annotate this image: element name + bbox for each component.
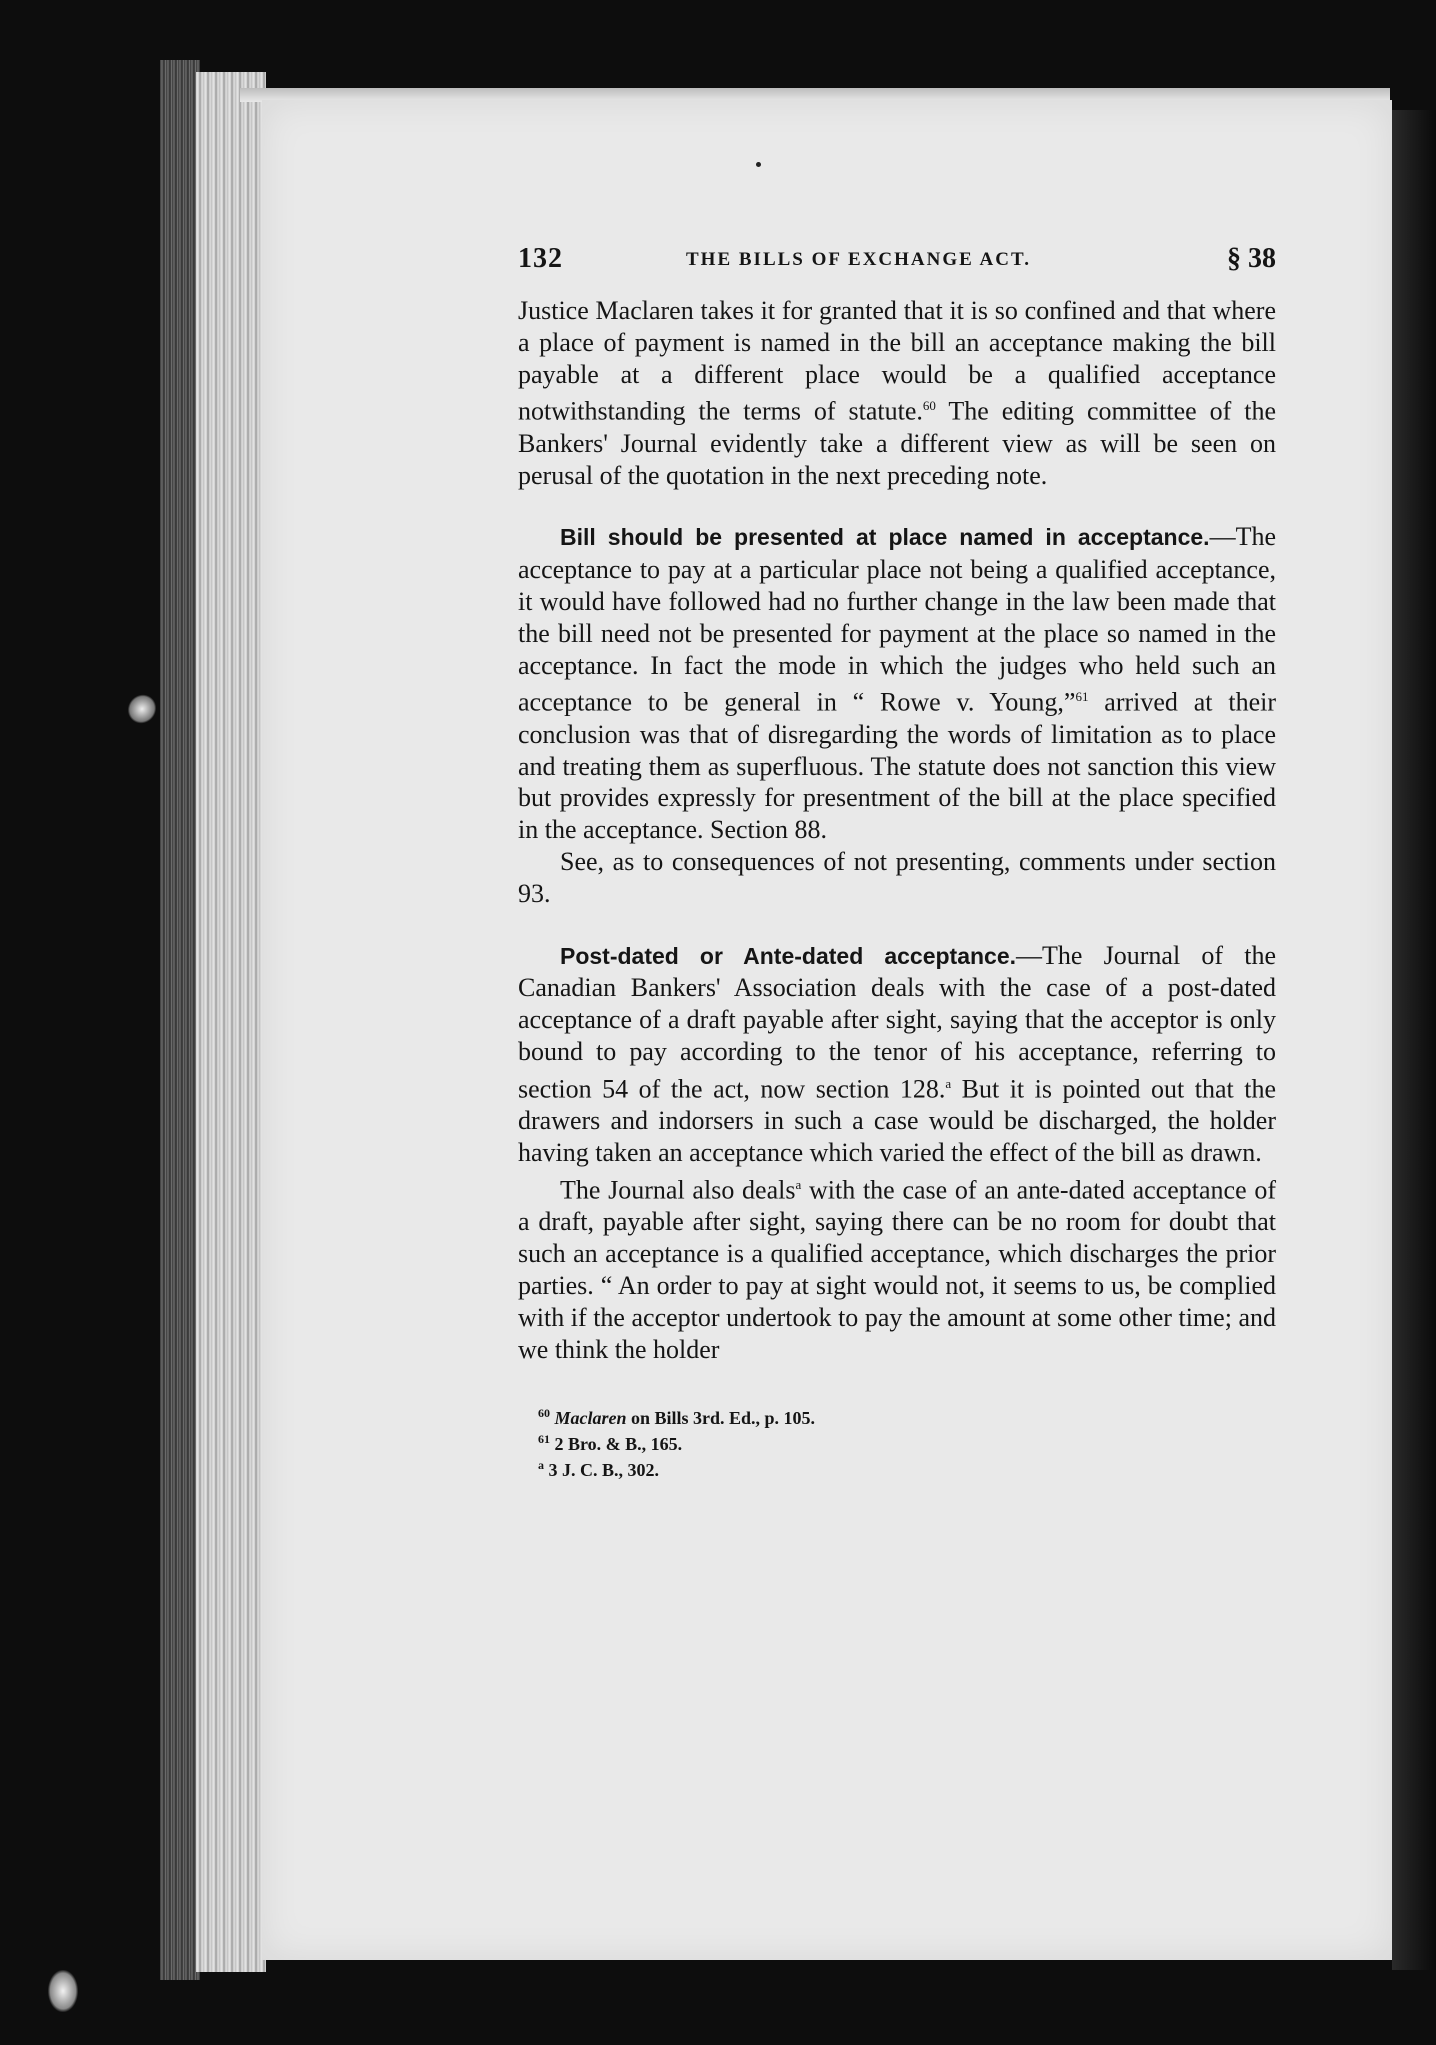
section-mark: § 38 (1227, 243, 1276, 274)
footnote-mark: a (538, 1458, 544, 1473)
footnote (538, 1455, 1276, 1481)
book-page-edges (196, 72, 266, 1972)
page-number: 132 (518, 243, 563, 274)
paragraph-consequences (518, 846, 1276, 910)
footnote-author: Maclaren (554, 1408, 627, 1429)
footnotes (518, 1403, 1276, 1481)
paragraph-text: with the case of an ante-dated acceptance of a draft, payable after sight, saying there can be no room for doubt that such an acceptance is a qualified acceptance, which discharges the prior parties. “ An order to pay at sight would not, it seems to us, be complied with if the acceptor undertook to pay the amount at some other time; and we think the holder (518, 1175, 1277, 1364)
paragraph-text: The editing committee of the Bankers' Journal evidently take a different view as will be seen on perusal of the quotation in the next preceding note. (518, 397, 1277, 490)
running-title: THE BILLS OF EXCHANGE ACT. (686, 249, 1031, 270)
margin-smudge (122, 689, 163, 730)
footnote (538, 1429, 1276, 1455)
paragraph-post-dated (518, 940, 1276, 1169)
paragraph-text: —The Journal of the Canadian Bankers' Association deals with the case of a post-dated acceptance of a draft payable after sight, saying that the acceptor is only bound to pay according to the tenor of his acceptance, referring to section 54 of the act, now section 128. (518, 940, 1276, 1104)
right-gutter-shadow (1392, 110, 1436, 1970)
paragraph-text: Justice Maclaren takes it for granted that it is so confined and that where a place of payment is named in the bill an acceptance making the bill payable at a different place would be a qualified acceptance notwithstanding the terms of statute. (518, 296, 1276, 427)
page-text (518, 243, 1276, 1481)
paragraph-text: —The acceptance to pay at a particular place not being a qualified acceptance, it would have followed had no further change in the law been made that the bill need not be presented for payment at the place so named in the acceptance. In fact the mode in which the judges who held such an acceptance to be general in “ Rowe v. Young,” (518, 522, 1276, 718)
footnote-ref: a (795, 1176, 802, 1192)
footnote-text: on Bills 3rd. Ed., p. 105. (626, 1408, 816, 1429)
footnote (538, 1403, 1276, 1429)
footnote-text: 2 Bro. & B., 165. (550, 1434, 683, 1455)
section-heading: Bill should be presented at place named in acceptance. (560, 524, 1210, 551)
paragraph-text: But it is pointed out that the drawers and indorsers in such a case would be discharged, the holder having taken an acceptance which varied the effect of the bill as drawn. (518, 1074, 1276, 1168)
corner-blot (48, 1970, 78, 2012)
running-header (518, 243, 1276, 283)
footnote-ref: 60 (922, 398, 936, 414)
section-heading: Post-dated or Ante-dated acceptance. (560, 942, 1017, 969)
footnote-mark: 60 (538, 1406, 550, 1421)
book-edge-dark (160, 60, 200, 1980)
footnote-text: 3 J. C. B., 302. (544, 1460, 660, 1481)
paragraph-text: See, as to consequences of not presenting, comments under section 93. (518, 847, 1276, 908)
footnote-ref: 61 (1075, 689, 1089, 705)
paragraph-ante-dated (518, 1169, 1276, 1365)
footnote-ref: a (945, 1075, 952, 1091)
paragraph-maclaren (518, 295, 1276, 491)
footnote-mark: 61 (538, 1432, 550, 1447)
speck (756, 162, 761, 167)
paragraph-text: The Journal also deals (560, 1175, 796, 1205)
paragraph-text: arrived at their conclusion was that of disregarding the words of limitation as to place and treating them as superfluous. The statute does not sanction this view but provides expressly for presentment of the bill at the place specified in the acceptance. Section 88. (518, 688, 1276, 845)
paragraph-presentment (518, 521, 1276, 846)
